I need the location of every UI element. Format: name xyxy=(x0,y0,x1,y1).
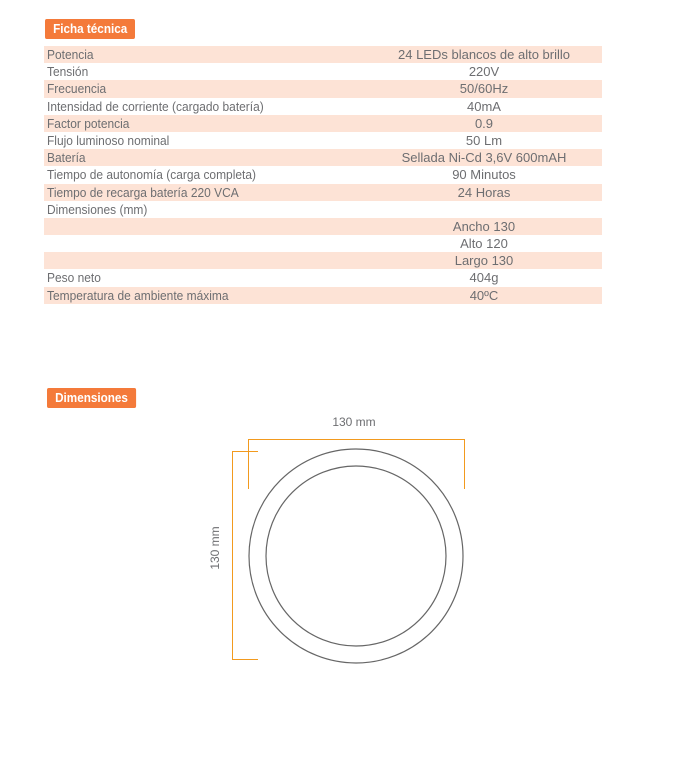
width-label: 130 mm xyxy=(332,415,376,429)
row-label: Intensidad de corriente (cargado batería) xyxy=(47,98,264,114)
row-value: Sellada Ni-Cd 3,6V 600mAH xyxy=(401,150,567,166)
outer-circle xyxy=(249,449,463,663)
row-value: 50 Lm xyxy=(465,132,503,148)
row-value: Alto 120 xyxy=(460,236,508,252)
row-value: Ancho 130 xyxy=(452,218,516,234)
row-value: 50/60Hz xyxy=(459,81,509,97)
row-label: Dimensiones (mm) xyxy=(47,201,148,217)
spec-section-title: Ficha técnica xyxy=(45,19,135,39)
height-dimension-line xyxy=(233,452,259,660)
row-label: Peso neto xyxy=(47,270,101,286)
height-label: 130 mm xyxy=(208,526,222,570)
row-label: Tiempo de recarga batería 220 VCA xyxy=(47,184,239,200)
row-value: 220V xyxy=(468,64,500,80)
row-label: Flujo luminoso nominal xyxy=(47,132,170,148)
row-value: 24 Horas xyxy=(457,184,511,200)
row-label: Potencia xyxy=(47,47,94,62)
row-label: Batería xyxy=(47,150,86,166)
row-value: 0.9 xyxy=(474,115,494,131)
inner-circle xyxy=(266,466,446,646)
row-label: Tensión xyxy=(47,64,89,80)
row-value: 90 Minutos xyxy=(452,167,516,183)
row-value: 404g xyxy=(469,270,499,286)
dimensions-section-title: Dimensiones xyxy=(47,388,136,408)
row-value: Largo 130 xyxy=(454,253,514,269)
row-value: 40mA xyxy=(467,98,501,114)
row-label: Temperatura de ambiente máxima xyxy=(47,287,229,303)
row-value: 40ºC xyxy=(469,287,499,303)
row-value: 24 LEDs blancos de alto brillo xyxy=(398,47,570,62)
row-label: Frecuencia xyxy=(47,81,107,97)
row-label: Tiempo de autonomía (carga completa) xyxy=(47,167,256,183)
row-label: Factor potencia xyxy=(47,115,130,131)
